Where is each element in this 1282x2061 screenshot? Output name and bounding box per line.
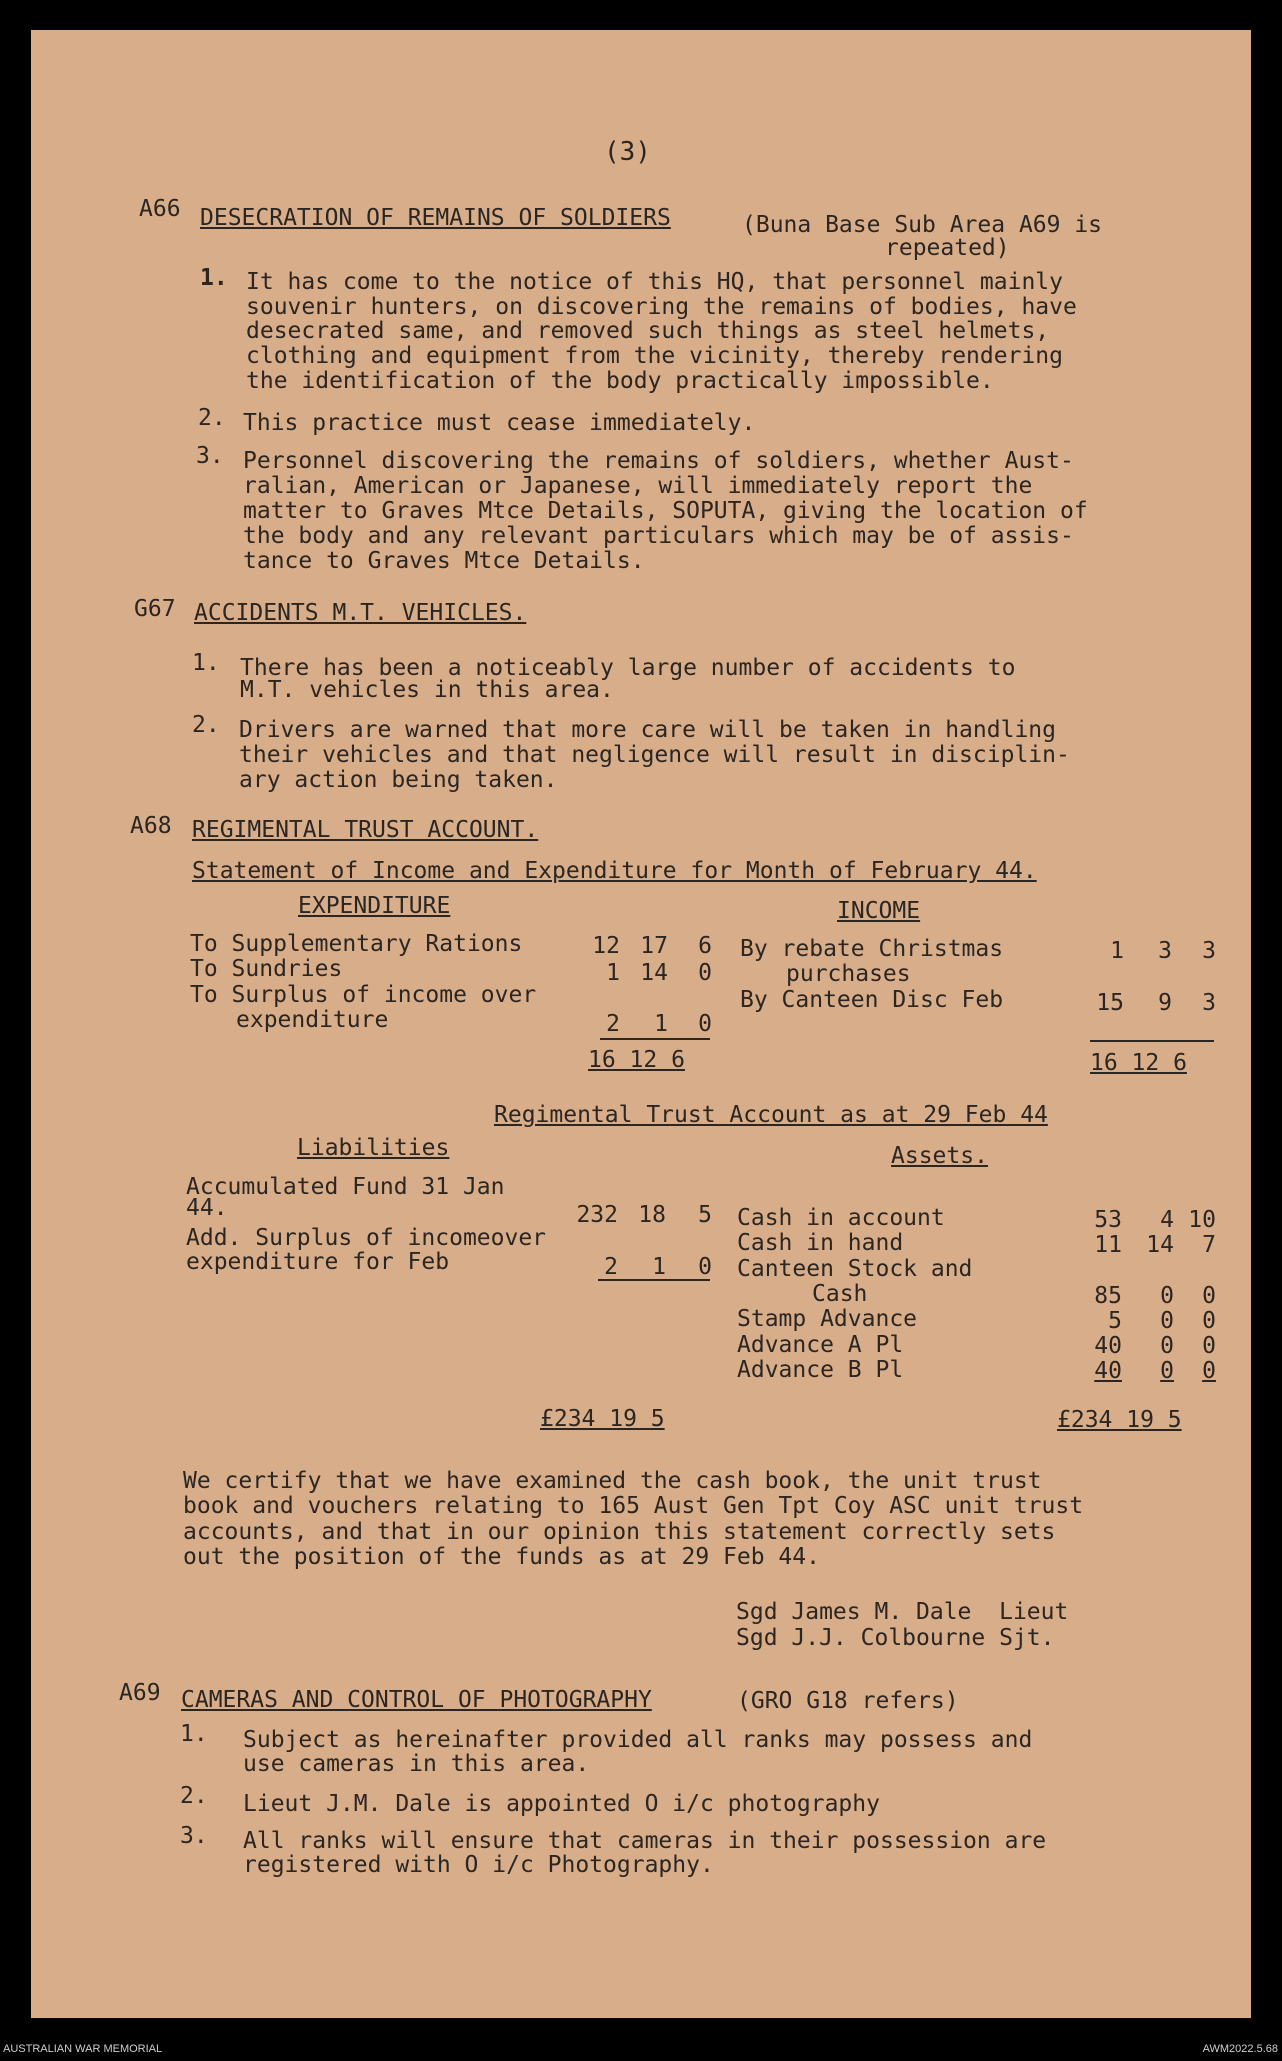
signature-line: Sgd James M. Dale Lieut bbox=[736, 1599, 1069, 1625]
paragraph-line: matter to Graves Mtce Details, SOPUTA, giving the location of bbox=[243, 498, 1088, 524]
income-pounds: 1 bbox=[1110, 938, 1124, 964]
paragraph-line: Lieut J.M. Dale is appointed O i/c photography bbox=[243, 1791, 880, 1817]
income-shillings: 9 bbox=[1158, 990, 1172, 1016]
income-pence: 3 bbox=[1202, 938, 1216, 964]
income-pounds: 15 bbox=[1096, 990, 1124, 1016]
paragraph-number: 1. bbox=[192, 650, 220, 676]
paragraph-line: tance to Graves Mtce Details. bbox=[243, 548, 645, 574]
expenditure-pounds: 12 bbox=[592, 933, 620, 959]
section-note-a69: (GRO G18 refers) bbox=[737, 1688, 959, 1714]
liabilities-label: 44. bbox=[186, 1195, 228, 1221]
income-pence: 3 bbox=[1202, 990, 1216, 1016]
expenditure-pence: 6 bbox=[698, 933, 712, 959]
paragraph-line: the identification of the body practically impossible. bbox=[246, 368, 994, 394]
paragraph-line: the body and any relevant particulars which may be of assis- bbox=[243, 523, 1074, 549]
assets-total: £234 19 5 bbox=[1057, 1407, 1182, 1433]
paragraph-number: 2. bbox=[198, 405, 226, 431]
certification-line: out the position of the funds as at 29 Feb 44. bbox=[183, 1544, 820, 1570]
expenditure-heading: EXPENDITURE bbox=[298, 893, 451, 919]
expenditure-shillings: 1 bbox=[654, 1011, 668, 1037]
assets-pence: 0 bbox=[1202, 1308, 1216, 1334]
paragraph-line: ary action being taken. bbox=[239, 767, 558, 793]
income-label: By Canteen Disc Feb bbox=[740, 987, 1004, 1013]
expenditure-label: To Sundries bbox=[190, 956, 343, 982]
expenditure-pounds: 2 bbox=[606, 1011, 620, 1037]
income-shillings: 3 bbox=[1158, 938, 1172, 964]
footer-id: AWM2022.5.68 bbox=[1202, 2043, 1278, 2055]
statement-title: Statement of Income and Expenditure for Month of February 44. bbox=[192, 858, 1037, 884]
paragraph-line: ralian, American or Japanese, will immediately report the bbox=[243, 473, 1033, 499]
expenditure-shillings: 14 bbox=[640, 960, 668, 986]
page-number: (3) bbox=[604, 137, 651, 167]
assets-shillings: 14 bbox=[1146, 1232, 1174, 1258]
liabilities-pounds: 232 bbox=[576, 1202, 618, 1228]
assets-shillings: 0 bbox=[1160, 1333, 1174, 1359]
liabilities-total: £234 19 5 bbox=[540, 1406, 665, 1432]
assets-label: Cash in account bbox=[737, 1205, 945, 1231]
expenditure-pence: 0 bbox=[698, 1011, 712, 1037]
assets-label: Canteen Stock and bbox=[737, 1256, 973, 1282]
footer-credit: AUSTRALIAN WAR MEMORIAL bbox=[3, 2043, 163, 2055]
paragraph-number: 3. bbox=[180, 1823, 208, 1849]
paragraph-number: 1. bbox=[200, 265, 228, 291]
expenditure-label: expenditure bbox=[236, 1007, 389, 1033]
assets-shillings: 0 bbox=[1160, 1358, 1174, 1384]
section-code-g67: G67 bbox=[134, 596, 176, 622]
liabilities-label: Accumulated Fund 31 Jan bbox=[186, 1174, 505, 1200]
section-code-a66: A66 bbox=[139, 196, 181, 222]
paragraph-line: registered with O i/c Photography. bbox=[243, 1852, 714, 1878]
paragraph-line: Drivers are warned that more care will be taken in handling bbox=[239, 717, 1056, 743]
assets-pounds: 40 bbox=[1094, 1333, 1122, 1359]
assets-pence: 0 bbox=[1202, 1333, 1216, 1359]
section-title-g67: ACCIDENTS M.T. VEHICLES. bbox=[194, 600, 527, 626]
expenditure-pounds: 1 bbox=[606, 960, 620, 986]
assets-label: Advance B Pl bbox=[737, 1357, 904, 1383]
paragraph-number: 1. bbox=[180, 1721, 208, 1747]
subtotal-rule bbox=[598, 1279, 710, 1281]
assets-label: Stamp Advance bbox=[737, 1306, 918, 1332]
income-heading: INCOME bbox=[837, 898, 921, 924]
section-note-a66: repeated) bbox=[885, 235, 1010, 261]
assets-label: Cash in hand bbox=[737, 1230, 904, 1256]
income-total: 16 12 6 bbox=[1090, 1050, 1187, 1076]
expenditure-label: To Supplementary Rations bbox=[190, 931, 523, 957]
paragraph-line: There has been a noticeably large number of accidents to bbox=[240, 655, 1016, 681]
paragraph-line: This practice must cease immediately. bbox=[243, 410, 756, 436]
section-code-a68: A68 bbox=[130, 813, 172, 839]
paragraph-line: souvenir hunters, on discovering the remains of bodies, have bbox=[246, 294, 1077, 320]
paragraph-number: 2. bbox=[180, 1783, 208, 1809]
section-title-a68: REGIMENTAL TRUST ACCOUNT. bbox=[192, 817, 539, 843]
section-title-a69: CAMERAS AND CONTROL OF PHOTOGRAPHY bbox=[181, 1687, 652, 1713]
certification-line: book and vouchers relating to 165 Aust Gen Tpt Coy ASC unit trust bbox=[183, 1493, 1084, 1519]
assets-pence: 0 bbox=[1202, 1358, 1216, 1384]
expenditure-label: To Surplus of income over bbox=[190, 982, 537, 1008]
expenditure-shillings: 17 bbox=[640, 933, 668, 959]
assets-shillings: 0 bbox=[1160, 1308, 1174, 1334]
certification-line: accounts, and that in our opinion this statement correctly sets bbox=[183, 1519, 1056, 1545]
paragraph-line: Personnel discovering the remains of soldiers, whether Aust- bbox=[243, 448, 1074, 474]
assets-pounds: 5 bbox=[1108, 1308, 1122, 1334]
paragraph-number: 2. bbox=[192, 712, 220, 738]
assets-pounds: 85 bbox=[1094, 1283, 1122, 1309]
certification-line: We certify that we have examined the cash book, the unit trust bbox=[183, 1468, 1042, 1494]
paragraph-line: M.T. vehicles in this area. bbox=[240, 677, 614, 703]
rta-title: Regimental Trust Account as at 29 Feb 44 bbox=[494, 1102, 1048, 1128]
paragraph-line: All ranks will ensure that cameras in their possession are bbox=[243, 1828, 1047, 1854]
assets-shillings: 4 bbox=[1160, 1207, 1174, 1233]
section-code-a69: A69 bbox=[119, 1680, 161, 1706]
signature-line: Sgd J.J. Colbourne Sjt. bbox=[736, 1625, 1055, 1651]
liabilities-label: Add. Surplus of incomeover bbox=[186, 1225, 547, 1251]
assets-pence: 7 bbox=[1202, 1232, 1216, 1258]
assets-label: Advance A Pl bbox=[737, 1332, 904, 1358]
assets-label: Cash bbox=[812, 1281, 868, 1307]
liabilities-shillings: 1 bbox=[652, 1254, 666, 1280]
subtotal-rule bbox=[1090, 1040, 1214, 1042]
paragraph-line: clothing and equipment from the vicinity, thereby rendering bbox=[246, 343, 1063, 369]
assets-pounds: 11 bbox=[1094, 1232, 1122, 1258]
liabilities-label: expenditure for Feb bbox=[186, 1249, 450, 1275]
liabilities-heading: Liabilities bbox=[297, 1135, 450, 1161]
paragraph-line: use cameras in this area. bbox=[243, 1751, 590, 1777]
assets-pence: 10 bbox=[1188, 1207, 1216, 1233]
section-title-a66: DESECRATION OF REMAINS OF SOLDIERS bbox=[200, 205, 671, 231]
liabilities-shillings: 18 bbox=[638, 1202, 666, 1228]
expenditure-pence: 0 bbox=[698, 960, 712, 986]
subtotal-rule bbox=[600, 1038, 710, 1040]
income-label: By rebate Christmas bbox=[740, 936, 1004, 962]
assets-pounds: 40 bbox=[1094, 1358, 1122, 1384]
assets-pence: 0 bbox=[1202, 1283, 1216, 1309]
expenditure-total: 16 12 6 bbox=[588, 1047, 685, 1073]
paragraph-line: Subject as hereinafter provided all ranks may possess and bbox=[243, 1727, 1033, 1753]
liabilities-pence: 5 bbox=[698, 1202, 712, 1228]
liabilities-pence: 0 bbox=[698, 1254, 712, 1280]
assets-heading: Assets. bbox=[891, 1143, 988, 1169]
paragraph-line: their vehicles and that negligence will result in disciplin- bbox=[239, 742, 1070, 768]
assets-pounds: 53 bbox=[1094, 1207, 1122, 1233]
section-note-a66: (Buna Base Sub Area A69 is bbox=[742, 212, 1103, 238]
assets-shillings: 0 bbox=[1160, 1283, 1174, 1309]
income-label: purchases bbox=[786, 961, 911, 987]
liabilities-pounds: 2 bbox=[604, 1254, 618, 1280]
paragraph-line: It has come to the notice of this HQ, that personnel mainly bbox=[246, 269, 1063, 295]
paragraph-number: 3. bbox=[196, 443, 224, 469]
paragraph-line: desecrated same, and removed such things as steel helmets, bbox=[246, 318, 1050, 344]
